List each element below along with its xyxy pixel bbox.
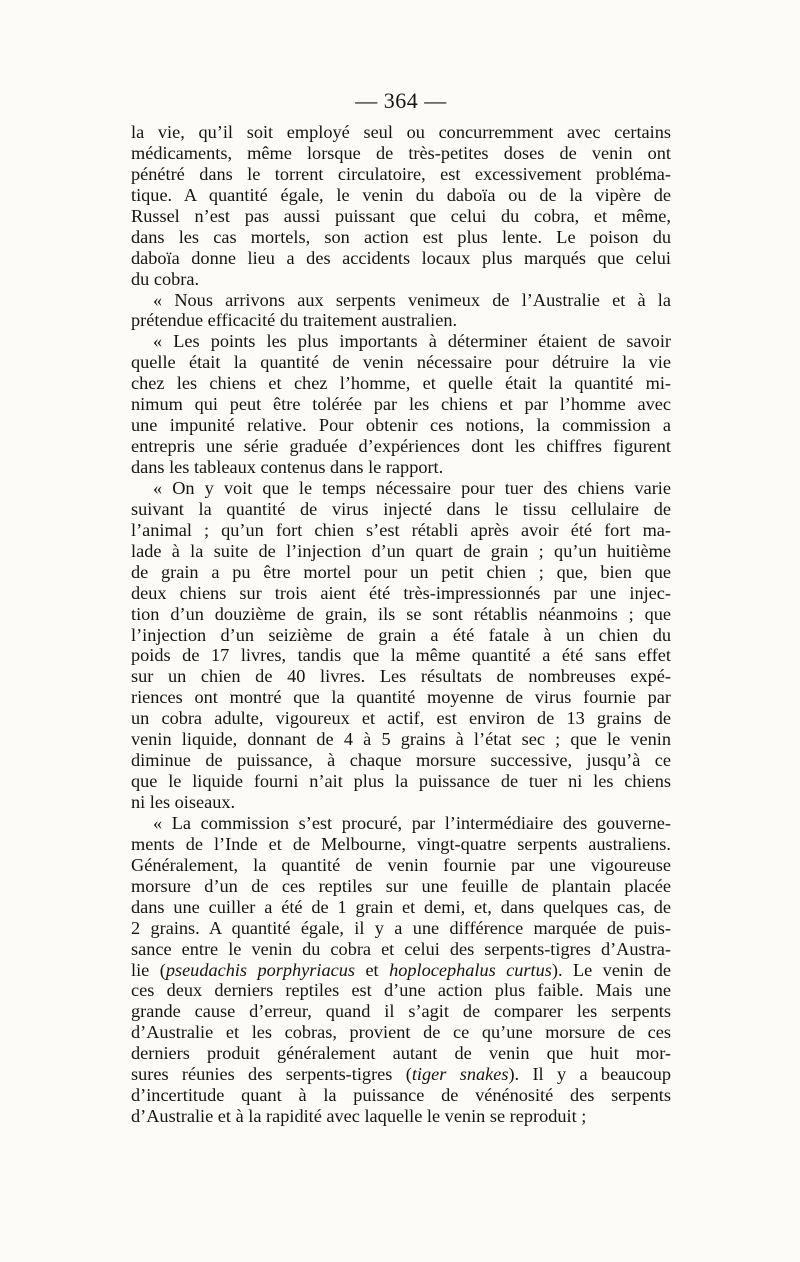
text-line: « Les points les plus importants à déterminer étaient de savoir [153,331,671,352]
text-line: deux chiens sur trois aient été très-impressionnés par une injec- [131,582,671,603]
text-line: chez les chiens et chez l’homme, et quelle était la quantité mi- [131,373,671,394]
text-line: sur un chien de 40 livres. Les résultats de nombreuses expé- [131,666,671,687]
text-line: daboïa donne lieu a des accidents locaux plus marqués que celui [131,247,671,268]
body-text [131,122,671,1127]
text-line: ments de l’Inde et de Melbourne, vingt-quatre serpents australiens. [131,833,671,854]
text-line: ni les oiseaux. [131,792,236,812]
text-line: dans les cas mortels, son action est plus lente. Le poison du [131,226,671,247]
text-line: dans les tableaux contenus dans le rapport. [131,457,444,477]
text-line: suivant la quantité de virus injecté dans le tissu cellulaire de [131,498,671,519]
text-line: une impunité relative. Pour obtenir ces notions, la commission a [131,415,671,436]
text-line: dans une cuiller a été de 1 grain et demi, et, dans quelques cas, de [131,896,671,917]
page-number: — 364 — [355,88,447,113]
text-span: lie ( [131,959,166,980]
text-line: prétendue efficacité du traitement australien. [131,310,458,331]
text-line: tique. A quantité égale, le venin du daboïa ou de la vipère de [131,184,671,205]
text-line: un cobra adulte, vigoureux et actif, est environ de 13 grains de [131,708,671,729]
text-line: « Nous arrivons aux serpents venimeux de l’Australie et à la [153,289,671,310]
text-span: ). Le venin de [551,959,671,980]
text-line: lade à la suite de l’injection d’un quart de grain ; qu’un huitième [131,540,671,561]
text-line: ces deux derniers reptiles est d’une action plus faible. Mais une [131,980,671,1001]
text-line: 2 grains. A quantité égale, il y a une différence marquée de puis- [131,917,671,938]
text-line: de grain a pu être mortel pour un petit chien ; que, bien que [131,561,671,582]
text-line: pénétré dans le torrent circulatoire, est excessivement probléma- [131,163,671,184]
text-line [131,1064,671,1085]
text-line: quelle était la quantité de venin nécessaire pour détruire la vie [131,352,671,373]
text-line: derniers produit généralement autant de venin que huit mor- [131,1043,671,1064]
text-line: que le liquide fourni n’ait plus la puissance de tuer ni les chiens [131,771,671,792]
text-line: poids de 17 livres, tandis que la même quantité a été sans effet [131,645,671,666]
text-span: ). Il y a beaucoup [508,1064,671,1085]
species-name: pseudachis porphyriacus [165,959,355,980]
text-line: « On y voit que le temps nécessaire pour tuer des chiens varie [153,477,671,498]
text-line: sance entre le venin du cobra et celui des serpents-tigres d’Austra- [131,938,671,959]
text-line: la vie, qu’il soit employé seul ou concurremment avec certains [131,122,671,142]
text-line: diminue de puissance, à chaque morsure successive, jusqu’à ce [131,750,671,771]
text-line: venin liquide, donnant de 4 à 5 grains à l’état sec ; que le venin [131,729,671,750]
document-page [131,88,671,1127]
text-line: entrepris une série graduée d’expériences dont les chiffres figurent [131,436,671,457]
text-line: « La commission s’est procuré, par l’intermédiaire des gouverne- [153,812,671,833]
text-line: Généralement, la quantité de venin fournie par une vigoureuse [131,854,671,875]
text-line: du cobra. [131,268,200,289]
species-name: tiger snakes [411,1064,509,1085]
text-line: l’animal ; qu’un fort chien s’est rétabli après avoir été fort ma- [131,519,671,540]
text-line: d’incertitude quant à la puissance de vénénosité des serpents [131,1085,671,1106]
text-span: sures réunies des serpents-tigres ( [131,1064,412,1085]
text-line: Russel n’est pas aussi puissant que celui du cobra, et même, [131,205,671,226]
text-line [131,960,671,981]
text-span: et [355,959,390,980]
text-line: nimum qui peut être tolérée par les chiens et par l’homme avec [131,394,671,415]
text-line: d’Australie et à la rapidité avec laquelle le venin se reproduit ; [131,1106,587,1127]
text-line: médicaments, même lorsque de très-petites doses de venin ont [131,142,671,163]
species-name: hoplocephalus curtus [389,959,552,980]
text-line: tion d’un douzième de grain, ils se sont rétablis néanmoins ; que [131,603,671,624]
text-line: riences ont montré que la quantité moyenne de virus fournie par [131,687,671,708]
text-line: grande cause d’erreur, quand il s’agit de comparer les serpents [131,1001,671,1022]
text-line: d’Australie et les cobras, provient de ce qu’une morsure de ces [131,1022,671,1043]
text-line: l’injection d’un seizième de grain a été fatale à un chien du [131,624,671,645]
text-line: morsure d’un de ces reptiles sur une feuille de plantain placée [131,875,671,896]
